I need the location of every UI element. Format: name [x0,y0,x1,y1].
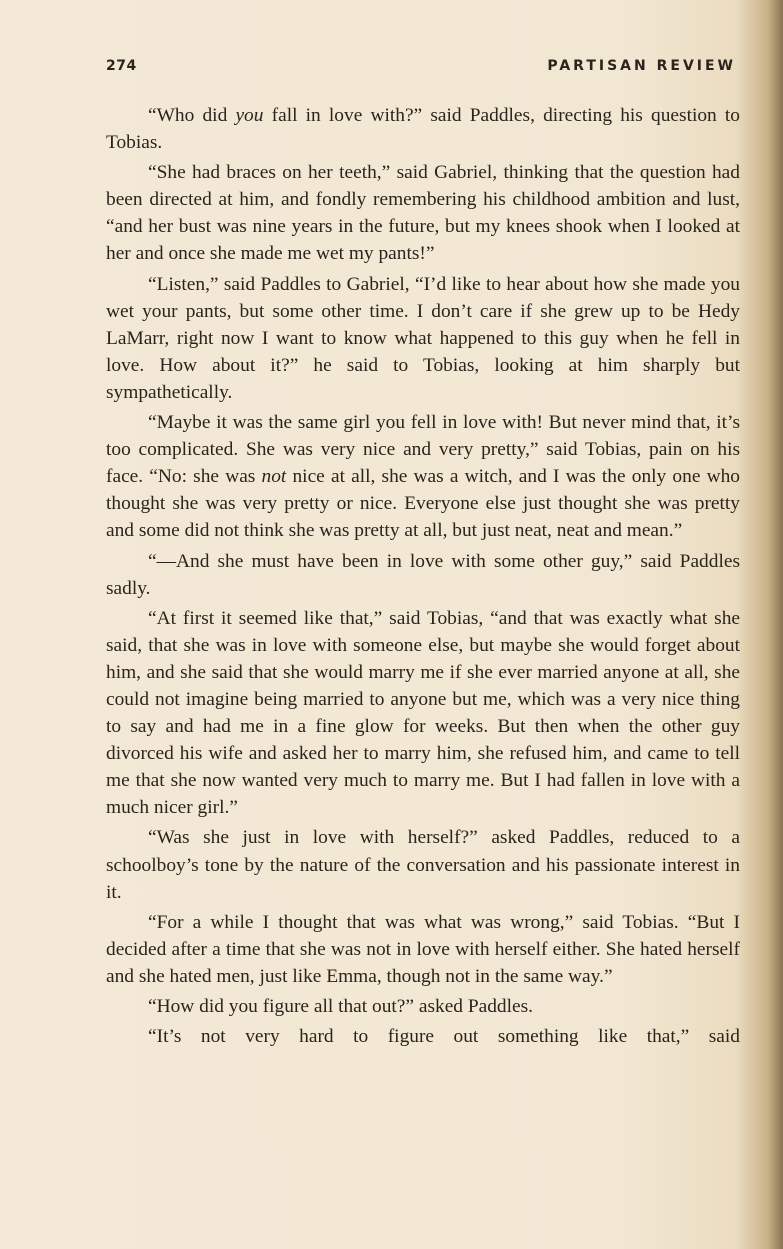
paragraph-10: “It’s not very hard to figure out something like that,” said [148,1026,740,1048]
paragraph-4: “Maybe it was the same girl you fell in love with! But never mind that, it’s too complicated. She was very nice and very pretty,” said Tobias, pain on his face. “No: she was not nice at all, she was a witch, and I was the only one who thought she was very pretty or nice. Everyone else just thought she was pretty and some did not think she was pretty at all, but just neat, neat and mean.” [106,412,740,542]
body-text [106,102,740,1053]
paragraph-1: “Who did you fall in love with?” said Paddles, directing his question to Tobias. [106,105,740,154]
emphasis: you [235,105,264,126]
paragraph-3: “Listen,” said Paddles to Gabriel, “I’d like to hear about how she made you wet your pants, but some other time. I don’t care if she grew up to be Hedy LaMarr, right now I want to know what happened to this guy when he fell in love. How about it?” he said to Tobias, looking at him sharply but sympathetically. [106,273,740,403]
paragraph-8: “For a while I thought that was what was wrong,” said Tobias. “But I decided after a time that she was not in love with herself either. She hated herself and she hated men, just like Emma, though not in the same way.” [106,911,740,987]
paragraph-2: “She had braces on her teeth,” said Gabriel, thinking that the question had been directed at him, and fondly remembering his childhood ambition and lust, “and her bust was nine years in the future, but my knees shook when I looked at her and once she made me wet my pants!” [106,162,740,265]
paragraph-5: “—And she must have been in love with some other guy,” said Paddles sadly. [106,550,740,599]
page-header [106,58,736,82]
paragraph-6: “At first it seemed like that,” said Tobias, “and that was exactly what she said, that she was in love with someone else, but maybe she would forget about him, and she said that she would marry me if she ever married anyone at all, she could not imagine being married to anyone but me, which was a very nice thing to say and had me in a fine glow for weeks. But then when the other guy divorced his wife and asked her to marry him, she refused him, and came to tell me that she now wanted very much to marry me. But I had fallen in love with a much nicer girl.” [106,607,740,819]
emphasis: not [261,466,287,488]
page-number: 274 [106,58,137,74]
paragraph-7: “Was she just in love with herself?” asked Paddles, reduced to a schoolboy’s tone by the nature of the conversation and his passionate interest in it. [106,827,740,903]
paragraph-9: “How did you figure all that out?” asked Paddles. [148,996,534,1017]
running-head: PARTISAN REVIEW [547,58,736,74]
